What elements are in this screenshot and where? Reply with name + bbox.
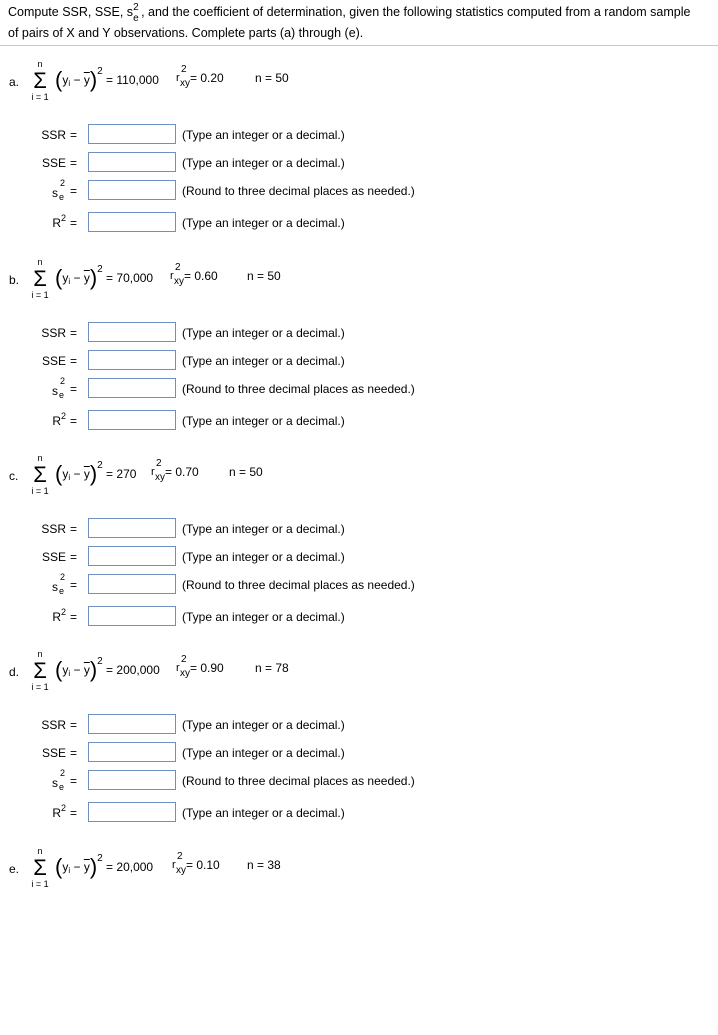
equals-sign: =: [70, 610, 78, 624]
se2-answer-input[interactable]: [88, 180, 176, 200]
se2-row: [0, 378, 718, 402]
ssr-answer-input[interactable]: [88, 518, 176, 538]
r-squared-value: = 0.90: [190, 661, 224, 675]
part-letter: e.: [9, 862, 20, 876]
ssr-answer-input[interactable]: [88, 124, 176, 144]
r2-answer-input[interactable]: [88, 802, 176, 822]
equals-sign: =: [70, 414, 78, 428]
part-letter: a.: [9, 75, 20, 89]
sample-size: n = 50: [229, 465, 263, 479]
se2-label: s 2 e: [52, 572, 66, 596]
r-squared-xy: r 2 xy = 0.70: [151, 458, 199, 483]
ssr-hint: (Type an integer or a decimal.): [182, 522, 345, 536]
se2-answer-input[interactable]: [88, 574, 176, 594]
r-squared-xy: r 2 xy = 0.60: [170, 262, 218, 287]
sum-of-squares-value: = 70,000: [106, 270, 154, 285]
sum-of-squares-value: = 270: [106, 466, 137, 481]
se2-row: [0, 574, 718, 598]
sse-label: SSE: [41, 746, 66, 760]
sum-of-squares-expression: $(y_i - \overline{y})^2 = 270$: [55, 460, 137, 486]
r2-label: $R^2$: [52, 607, 66, 624]
question-text-segment: Compute SSR, SSE, s: [8, 5, 134, 19]
sample-size: n = 50: [255, 71, 289, 85]
r2-answer-input[interactable]: [88, 212, 176, 232]
equals-sign: =: [70, 746, 78, 760]
equals-sign: =: [70, 718, 78, 732]
r2-label: $R^2$: [52, 213, 66, 230]
equals-sign: =: [70, 184, 78, 198]
sample-size: n = 78: [255, 661, 289, 675]
equals-sign: =: [70, 326, 78, 340]
sse-row: [0, 742, 718, 766]
se2-row: [0, 180, 718, 204]
equals-sign: =: [70, 382, 78, 396]
r-squared-value: = 0.70: [165, 465, 199, 479]
summation-symbol: n Σ i = 1: [31, 453, 49, 496]
sse-hint: (Type an integer or a decimal.): [182, 550, 345, 564]
r2-hint: (Type an integer or a decimal.): [182, 610, 345, 624]
ssr-row: [0, 322, 718, 346]
equals-sign: =: [70, 578, 78, 592]
part-a: [0, 58, 718, 248]
sum-of-squares-expression: $(y_i - \overline{y})^2 = 200,000$: [55, 656, 160, 682]
question-line-1: [8, 2, 708, 23]
equals-sign: =: [70, 806, 78, 820]
ssr-row: [0, 518, 718, 542]
se-squared-symbol: 2 e: [133, 2, 139, 24]
r2-row: [0, 606, 718, 630]
se2-label: s 2 e: [52, 376, 66, 400]
sum-of-squares-expression: $(y_i - \overline{y})^2 = 20,000$: [55, 853, 154, 879]
summation-symbol: n Σ i = 1: [31, 649, 49, 692]
equals-sign: =: [70, 774, 78, 788]
r2-answer-input[interactable]: [88, 606, 176, 626]
equals-sign: =: [70, 354, 78, 368]
r-squared-value: = 0.10: [186, 858, 220, 872]
r2-hint: (Type an integer or a decimal.): [182, 806, 345, 820]
sse-label: SSE: [41, 156, 66, 170]
sum-of-squares-value: = 200,000: [106, 662, 160, 677]
ssr-answer-input[interactable]: [88, 714, 176, 734]
equals-sign: =: [70, 128, 78, 142]
se2-hint: (Round to three decimal places as needed.): [182, 382, 415, 396]
sum-of-squares-value: = 110,000: [106, 72, 159, 87]
sse-label: SSE: [41, 354, 66, 368]
divider: [0, 45, 718, 46]
r-squared-xy: r 2 xy = 0.20: [176, 64, 224, 89]
sse-hint: (Type an integer or a decimal.): [182, 746, 345, 760]
sse-row: [0, 152, 718, 176]
sse-label: SSE: [41, 550, 66, 564]
sum-of-squares-value: = 20,000: [106, 859, 154, 874]
r-squared-value: = 0.20: [190, 71, 224, 85]
sse-row: [0, 546, 718, 570]
se2-answer-input[interactable]: [88, 770, 176, 790]
r2-row: [0, 410, 718, 434]
summation-symbol: n Σ i = 1: [31, 59, 49, 102]
sse-answer-input[interactable]: [88, 742, 176, 762]
sum-of-squares-expression: $(y_i - \overline{y})^2 = 110,000$: [55, 66, 159, 92]
equals-sign: =: [70, 216, 78, 230]
sse-hint: (Type an integer or a decimal.): [182, 156, 345, 170]
part-e: [0, 845, 718, 1035]
summation-symbol: n Σ i = 1: [31, 257, 49, 300]
ssr-row: [0, 124, 718, 148]
r2-hint: (Type an integer or a decimal.): [182, 414, 345, 428]
ssr-hint: (Type an integer or a decimal.): [182, 128, 345, 142]
equals-sign: =: [70, 522, 78, 536]
part-letter: c.: [9, 469, 19, 483]
r2-row: [0, 802, 718, 826]
part-c: [0, 452, 718, 642]
ssr-hint: (Type an integer or a decimal.): [182, 718, 345, 732]
summation-symbol: n Σ i = 1: [31, 846, 49, 889]
se2-hint: (Round to three decimal places as needed.): [182, 578, 415, 592]
se2-row: [0, 770, 718, 794]
ssr-row: [0, 714, 718, 738]
ssr-label: SSR: [41, 128, 66, 142]
r2-answer-input[interactable]: [88, 410, 176, 430]
sse-answer-input[interactable]: [88, 152, 176, 172]
equals-sign: =: [70, 550, 78, 564]
equals-sign: =: [70, 156, 78, 170]
se2-hint: (Round to three decimal places as needed.): [182, 774, 415, 788]
r-squared-xy: r 2 xy = 0.90: [176, 654, 224, 679]
part-b: [0, 256, 718, 446]
se2-answer-input[interactable]: [88, 378, 176, 398]
sse-answer-input[interactable]: [88, 350, 176, 370]
sse-hint: (Type an integer or a decimal.): [182, 354, 345, 368]
sse-row: [0, 350, 718, 374]
sse-answer-input[interactable]: [88, 546, 176, 566]
r-squared-value: = 0.60: [184, 269, 218, 283]
r2-hint: (Type an integer or a decimal.): [182, 216, 345, 230]
ssr-label: SSR: [41, 326, 66, 340]
sum-of-squares-expression: $(y_i - \overline{y})^2 = 70,000$: [55, 264, 154, 290]
r-squared-xy: r 2 xy = 0.10: [172, 851, 220, 876]
r2-label: $R^2$: [52, 803, 66, 820]
ssr-answer-input[interactable]: [88, 322, 176, 342]
ssr-hint: (Type an integer or a decimal.): [182, 326, 345, 340]
part-letter: d.: [9, 665, 20, 679]
part-letter: b.: [9, 273, 20, 287]
sample-size: n = 50: [247, 269, 281, 283]
se2-label: s 2 e: [52, 768, 66, 792]
sample-size: n = 38: [247, 858, 281, 872]
se2-label: s 2 e: [52, 178, 66, 202]
ssr-label: SSR: [41, 522, 66, 536]
question-text: [8, 2, 708, 44]
r2-row: [0, 212, 718, 236]
ssr-label: SSR: [41, 718, 66, 732]
part-d: [0, 648, 718, 838]
question-line-2: of pairs of X and Y observations. Complete parts (a) through (e).: [8, 26, 364, 40]
r2-label: $R^2$: [52, 411, 66, 428]
se2-hint: (Round to three decimal places as needed.): [182, 184, 415, 198]
question-text-segment: , and the coefficient of determination, given the following statistics computed from a random sample: [141, 5, 691, 19]
